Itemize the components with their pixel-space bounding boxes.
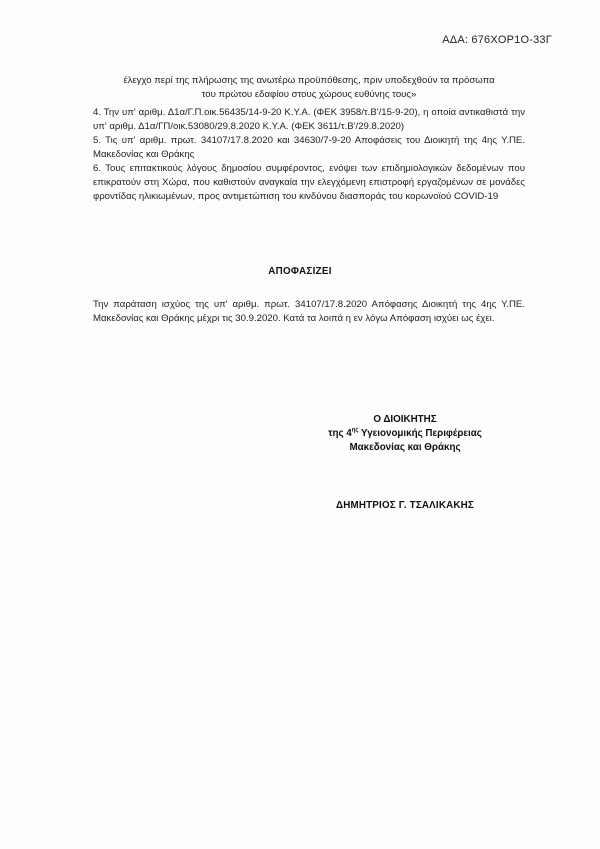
- signature-region-suffix: Υγειονομικής Περιφέρειας: [358, 428, 482, 439]
- considerations-list: [93, 106, 525, 204]
- signature-region-line: [300, 427, 510, 441]
- decision-text: Την παράταση ισχύος της υπ' αριθμ. πρωτ. 34107/17.8.2020 Απόφασης Διοικητή της 4ης Υ.ΠΕ. Μακεδονίας και Θράκης μέχρι τις 30.9.2020. Κατά τα λοιπά η εν λόγω Απόφαση ισχύει ως έχει.: [93, 299, 525, 324]
- consideration-item-4: 4. Την υπ' αριθμ. Δ1α/Γ.Π.οικ.56435/14-9-20 Κ.Υ.Α. (ΦΕΚ 3958/τ.Β'/15-9-20), η οποία αντικαθιστά την υπ' αριθμ. Δ1α/ΓΠ/οικ.53080/29.8.2020 Κ.Υ.Α. (ΦΕΚ 3611/τ.Β'/29.8.2020): [93, 107, 525, 132]
- signature-region-sup: ης: [351, 427, 359, 434]
- intro-line-1: έλεγχο περί της πλήρωσης της ανωτέρω προϋπόθεσης, πριν υποδεχθούν τα πρόσωπα: [123, 75, 495, 86]
- signature-region-name: Μακεδονίας και Θράκης: [349, 442, 461, 453]
- decision-heading: ΑΠΟΦΑΣΙΖΕΙ: [268, 266, 332, 277]
- decision-paragraph: [93, 298, 525, 326]
- consideration-item-6: 6. Τους επιτακτικούς λόγους δημοσίου συμφέροντος, ενόψει των επιδημιολογικών δεδομένων που επικρατούν στη Χώρα, που καθιστούν αναγκαία την ελεγχόμενη επιστροφή εργαζομένων σε μονάδες φροντίδας ηλικιωμένων, προς αντιμετώπιση του κινδύνου διασποράς του κορωνοϊού COVID-19: [93, 163, 525, 202]
- consideration-item-5: 5. Τις υπ' αριθμ. πρωτ. 34107/17.8.2020 και 34630/7-9-20 Αποφάσεις του Διοικητή της 4ης Υ.ΠΕ. Μακεδονίας και Θράκης: [93, 135, 525, 160]
- ada-code: ΑΔΑ: 676ΧΟΡ1Ο-33Γ: [442, 34, 552, 46]
- intro-line-2: του πρώτου εδαφίου στους χώρους ευθύνης τους»: [201, 89, 417, 100]
- signature-title: Ο ΔΙΟΙΚΗΤΗΣ: [373, 414, 437, 425]
- intro-paragraph: [93, 74, 525, 102]
- signature-region-prefix: της 4: [328, 428, 352, 439]
- signature-block: [300, 413, 510, 455]
- signer-name: ΔΗΜΗΤΡΙΟΣ Γ. ΤΣΑΛΙΚΑΚΗΣ: [335, 500, 475, 511]
